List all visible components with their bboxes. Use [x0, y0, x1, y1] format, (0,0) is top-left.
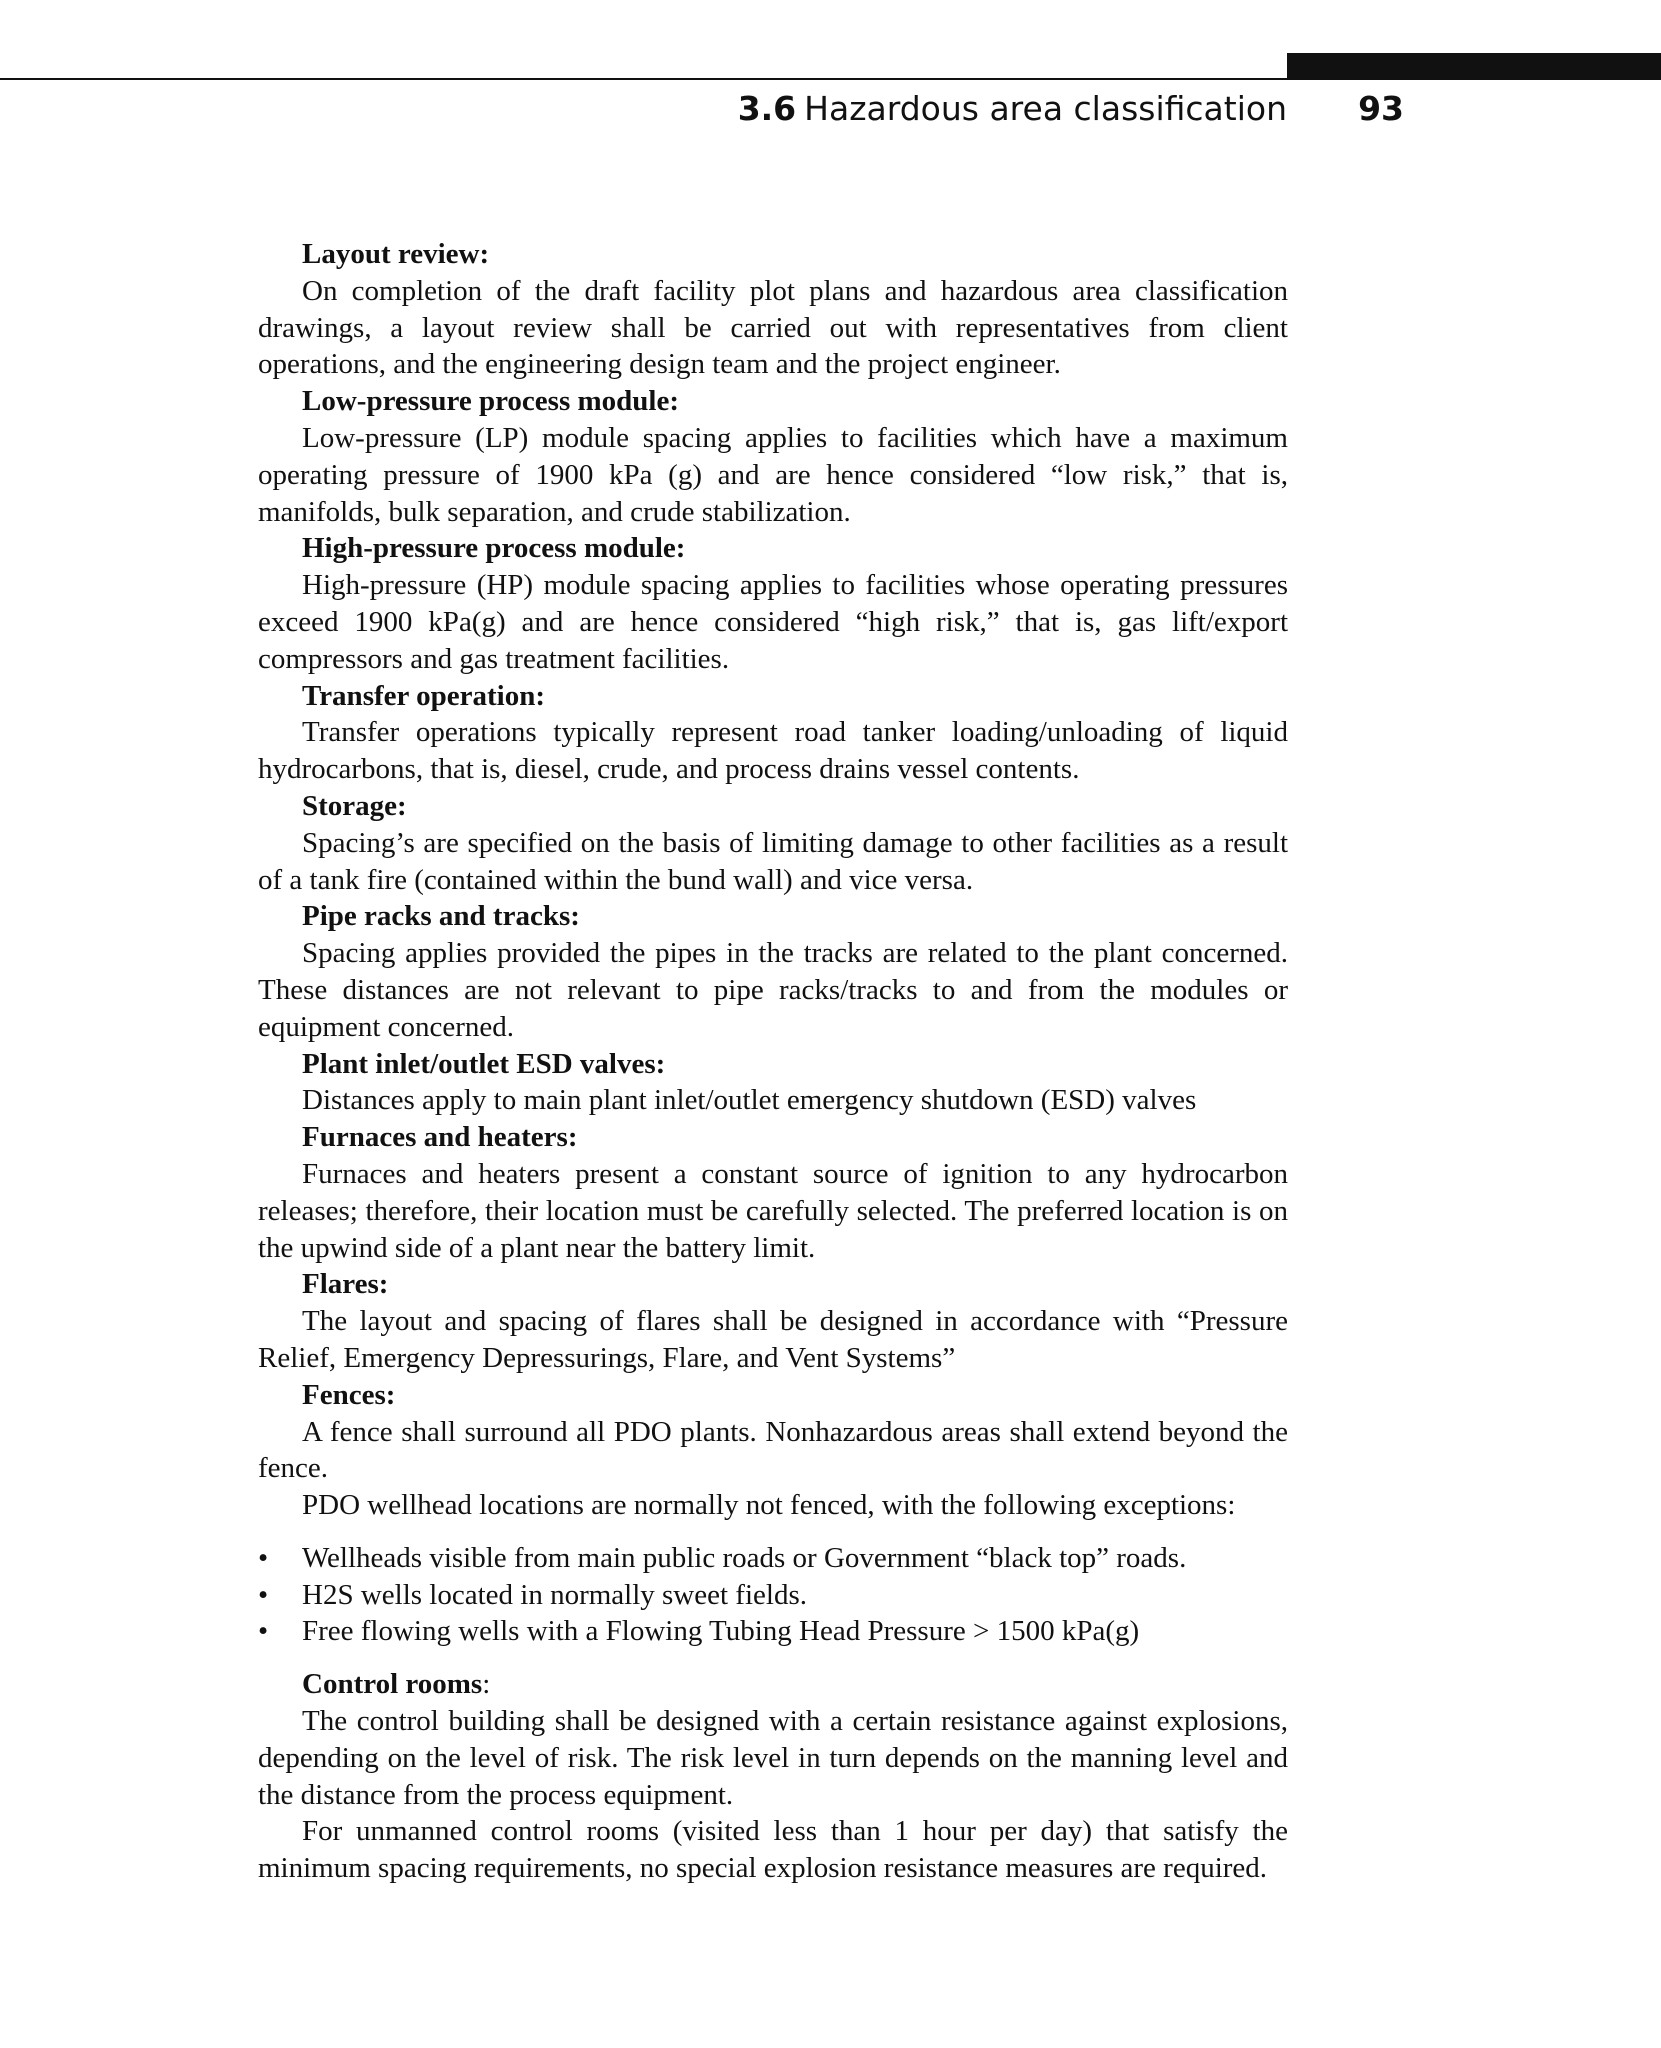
- heading-furnaces-heaters: Furnaces and heaters:: [302, 1121, 578, 1154]
- paragraph-esd-valves: Distances apply to main plant inlet/outlet emergency shutdown (ESD) valves: [302, 1084, 1197, 1117]
- running-head: [600, 86, 1287, 132]
- list-item: [258, 1577, 1288, 1614]
- list-item-text: Free flowing wells with a Flowing Tubing Head Pressure > 1500 kPa(g): [302, 1615, 1140, 1648]
- paragraph-fences: A fence shall surround all PDO plants. Nonhazardous areas shall extend beyond the fence.: [258, 1415, 1288, 1485]
- paragraph-transfer-operation: Transfer operations typically represent road tanker loading/unloading of liquid hydrocarbons, that is, diesel, crude, and process drains vessel contents.: [258, 716, 1288, 786]
- list-item-text: H2S wells located in normally sweet fields.: [302, 1578, 807, 1611]
- paragraph-unmanned-control-rooms: For unmanned control rooms (visited less than 1 hour per day) that satisfy the minimum spacing requirements, no special explosion resistance measures are required.: [258, 1815, 1288, 1885]
- paragraph-flares: The layout and spacing of flares shall be designed in accordance with “Pressure Relief, Emergency Depressurings, Flare, and Vent Systems”: [258, 1305, 1288, 1374]
- paragraph-high-pressure-module: High-pressure (HP) module spacing applies to facilities whose operating pressures exceed 1900 kPa(g) and are hence considered “high risk,” that is, gas lift/export compressors and gas treatment facilities.: [258, 569, 1288, 675]
- heading-fences: Fences:: [302, 1378, 396, 1411]
- heading-esd-valves: Plant inlet/outlet ESD valves:: [302, 1047, 666, 1080]
- body-text: [258, 236, 1288, 1887]
- heading-flares: Flares:: [302, 1268, 389, 1301]
- list-item: [258, 1540, 1288, 1577]
- header-black-bar: [1287, 53, 1661, 79]
- heading-storage: Storage:: [302, 789, 407, 822]
- list-item-text: Wellheads visible from main public roads or Government “black top” roads.: [302, 1541, 1187, 1574]
- heading-control-rooms-text: Control rooms: [302, 1668, 483, 1701]
- list-item: [258, 1613, 1288, 1650]
- paragraph-storage: Spacing’s are specified on the basis of limiting damage to other facilities as a result of a tank fire (contained within the bund wall) and vice versa.: [258, 826, 1288, 896]
- heading-control-rooms: [258, 1666, 1288, 1703]
- paragraph-layout-review: On completion of the draft facility plot plans and hazardous area classification drawings, a layout review shall be carried out with representatives from client operations, and the engineering design team and the project engineer.: [258, 274, 1288, 381]
- section-number: 3.6: [737, 89, 797, 128]
- heading-control-rooms-colon: :: [482, 1668, 491, 1701]
- paragraph-control-building: The control building shall be designed with a certain resistance against explosions, depending on the level of risk. The risk level in turn depends on the manning level and the distance from the process equipment.: [258, 1705, 1288, 1811]
- paragraph-furnaces-heaters: Furnaces and heaters present a constant source of ignition to any hydrocarbon releases; therefore, their location must be carefully selected. The preferred location is on the upwind side of a plant near the battery limit.: [258, 1157, 1288, 1264]
- section-title: Hazardous area classification: [804, 89, 1287, 128]
- heading-low-pressure-module: Low-pressure process module:: [302, 385, 679, 418]
- heading-pipe-racks: Pipe racks and tracks:: [302, 900, 580, 933]
- bullet-icon: •: [258, 1615, 269, 1648]
- heading-layout-review: Layout review:: [302, 238, 490, 270]
- exceptions-list: [258, 1540, 1288, 1650]
- paragraph-pipe-racks: Spacing applies provided the pipes in the tracks are related to the plant concerned. These distances are not relevant to pipe racks/tracks to and from the modules or equipment concerned.: [258, 937, 1288, 1043]
- bullet-icon: •: [258, 1541, 269, 1574]
- paragraph-low-pressure-module: Low-pressure (LP) module spacing applies to facilities which have a maximum operating pressure of 1900 kPa (g) and are hence considered “low risk,” that is, manifolds, bulk separation, and crude stabilization.: [258, 421, 1288, 528]
- page-number: 93: [1358, 89, 1404, 128]
- heading-transfer-operation: Transfer operation:: [302, 679, 545, 712]
- paragraph-wellhead-exceptions: PDO wellhead locations are normally not fenced, with the following exceptions:: [302, 1489, 1236, 1522]
- bullet-icon: •: [258, 1578, 269, 1611]
- heading-high-pressure-module: High-pressure process module:: [302, 532, 686, 565]
